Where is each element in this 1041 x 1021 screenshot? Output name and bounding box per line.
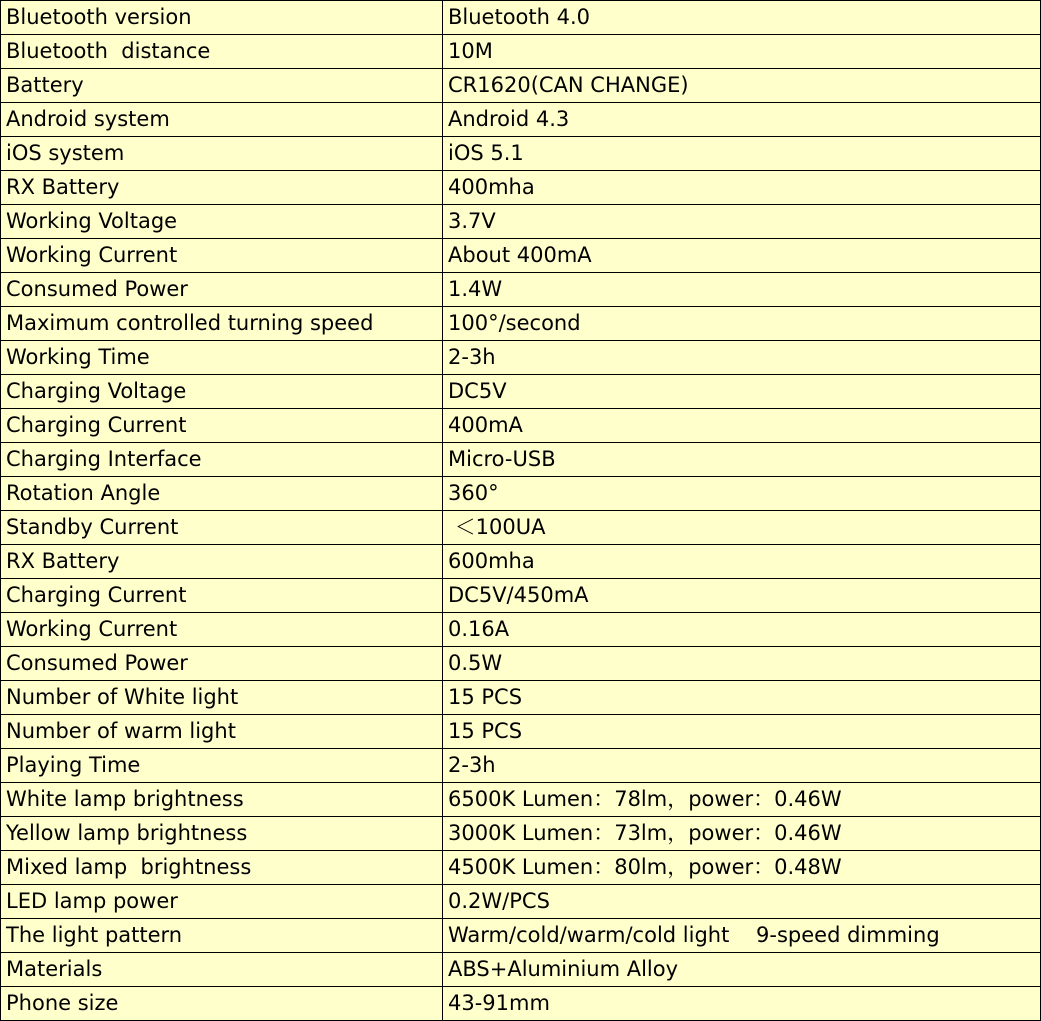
table-row — [1, 613, 1041, 647]
spec-value: 15 PCS — [443, 681, 1041, 715]
spec-value: 360° — [443, 477, 1041, 511]
spec-value: About 400mA — [443, 239, 1041, 273]
spec-value: 0.2W/PCS — [443, 885, 1041, 919]
table-row — [1, 341, 1041, 375]
table-row — [1, 477, 1041, 511]
table-row — [1, 239, 1041, 273]
spec-label: Standby Current — [1, 511, 443, 545]
spec-label: Playing Time — [1, 749, 443, 783]
table-row — [1, 307, 1041, 341]
table-row — [1, 715, 1041, 749]
spec-label: Working Voltage — [1, 205, 443, 239]
table-row — [1, 953, 1041, 987]
table-row — [1, 35, 1041, 69]
spec-value: 6500K Lumen：78lm，power：0.46W — [443, 783, 1041, 817]
spec-value: 15 PCS — [443, 715, 1041, 749]
table-row — [1, 783, 1041, 817]
spec-value: 43-91mm — [443, 987, 1041, 1021]
spec-label: Yellow lamp brightness — [1, 817, 443, 851]
spec-value: 10M — [443, 35, 1041, 69]
table-row — [1, 103, 1041, 137]
spec-label: Charging Interface — [1, 443, 443, 477]
spec-value: 2-3h — [443, 749, 1041, 783]
spec-value: DC5V — [443, 375, 1041, 409]
table-row — [1, 1, 1041, 35]
table-row — [1, 919, 1041, 953]
table-row — [1, 205, 1041, 239]
spec-label: Consumed Power — [1, 273, 443, 307]
spec-label: Maximum controlled turning speed — [1, 307, 443, 341]
spec-value: CR1620(CAN CHANGE) — [443, 69, 1041, 103]
table-row — [1, 171, 1041, 205]
spec-value: 2-3h — [443, 341, 1041, 375]
spec-value: 4500K Lumen：80lm，power：0.48W — [443, 851, 1041, 885]
spec-label: Working Current — [1, 239, 443, 273]
spec-label: The light pattern — [1, 919, 443, 953]
spec-value: 600mha — [443, 545, 1041, 579]
spec-value: iOS 5.1 — [443, 137, 1041, 171]
spec-label: Mixed lamp brightness — [1, 851, 443, 885]
spec-value: ＜100UA — [443, 511, 1041, 545]
table-row — [1, 375, 1041, 409]
table-row — [1, 647, 1041, 681]
spec-label: Charging Current — [1, 409, 443, 443]
spec-value: 3000K Lumen：73lm，power：0.46W — [443, 817, 1041, 851]
table-row — [1, 851, 1041, 885]
table-row — [1, 69, 1041, 103]
spec-value: 400mha — [443, 171, 1041, 205]
spec-label: LED lamp power — [1, 885, 443, 919]
spec-label: Battery — [1, 69, 443, 103]
table-row — [1, 579, 1041, 613]
table-row — [1, 273, 1041, 307]
spec-value: 400mA — [443, 409, 1041, 443]
spec-label: Bluetooth version — [1, 1, 443, 35]
spec-value: 1.4W — [443, 273, 1041, 307]
spec-label: Number of warm light — [1, 715, 443, 749]
spec-value: ABS+Aluminium Alloy — [443, 953, 1041, 987]
spec-label: Phone size — [1, 987, 443, 1021]
spec-label: Working Time — [1, 341, 443, 375]
spec-label: RX Battery — [1, 545, 443, 579]
spec-value: Android 4.3 — [443, 103, 1041, 137]
table-row — [1, 511, 1041, 545]
spec-label: Materials — [1, 953, 443, 987]
spec-value: Micro-USB — [443, 443, 1041, 477]
spec-table-body — [1, 1, 1041, 1021]
spec-value: Bluetooth 4.0 — [443, 1, 1041, 35]
spec-label: White lamp brightness — [1, 783, 443, 817]
table-row — [1, 137, 1041, 171]
table-row — [1, 885, 1041, 919]
spec-label: Bluetooth distance — [1, 35, 443, 69]
table-row — [1, 409, 1041, 443]
spec-label: Consumed Power — [1, 647, 443, 681]
spec-label: Number of White light — [1, 681, 443, 715]
spec-label: Rotation Angle — [1, 477, 443, 511]
spec-value: Warm/cold/warm/cold light 9-speed dimming — [443, 919, 1041, 953]
spec-value: 0.5W — [443, 647, 1041, 681]
spec-label: Android system — [1, 103, 443, 137]
table-row — [1, 681, 1041, 715]
table-row — [1, 749, 1041, 783]
spec-label: Charging Current — [1, 579, 443, 613]
table-row — [1, 987, 1041, 1021]
spec-label: iOS system — [1, 137, 443, 171]
spec-value: 0.16A — [443, 613, 1041, 647]
spec-label: RX Battery — [1, 171, 443, 205]
table-row — [1, 443, 1041, 477]
spec-value: DC5V/450mA — [443, 579, 1041, 613]
table-row — [1, 545, 1041, 579]
table-row — [1, 817, 1041, 851]
spec-value: 100°/second — [443, 307, 1041, 341]
spec-label: Charging Voltage — [1, 375, 443, 409]
spec-value: 3.7V — [443, 205, 1041, 239]
spec-label: Working Current — [1, 613, 443, 647]
